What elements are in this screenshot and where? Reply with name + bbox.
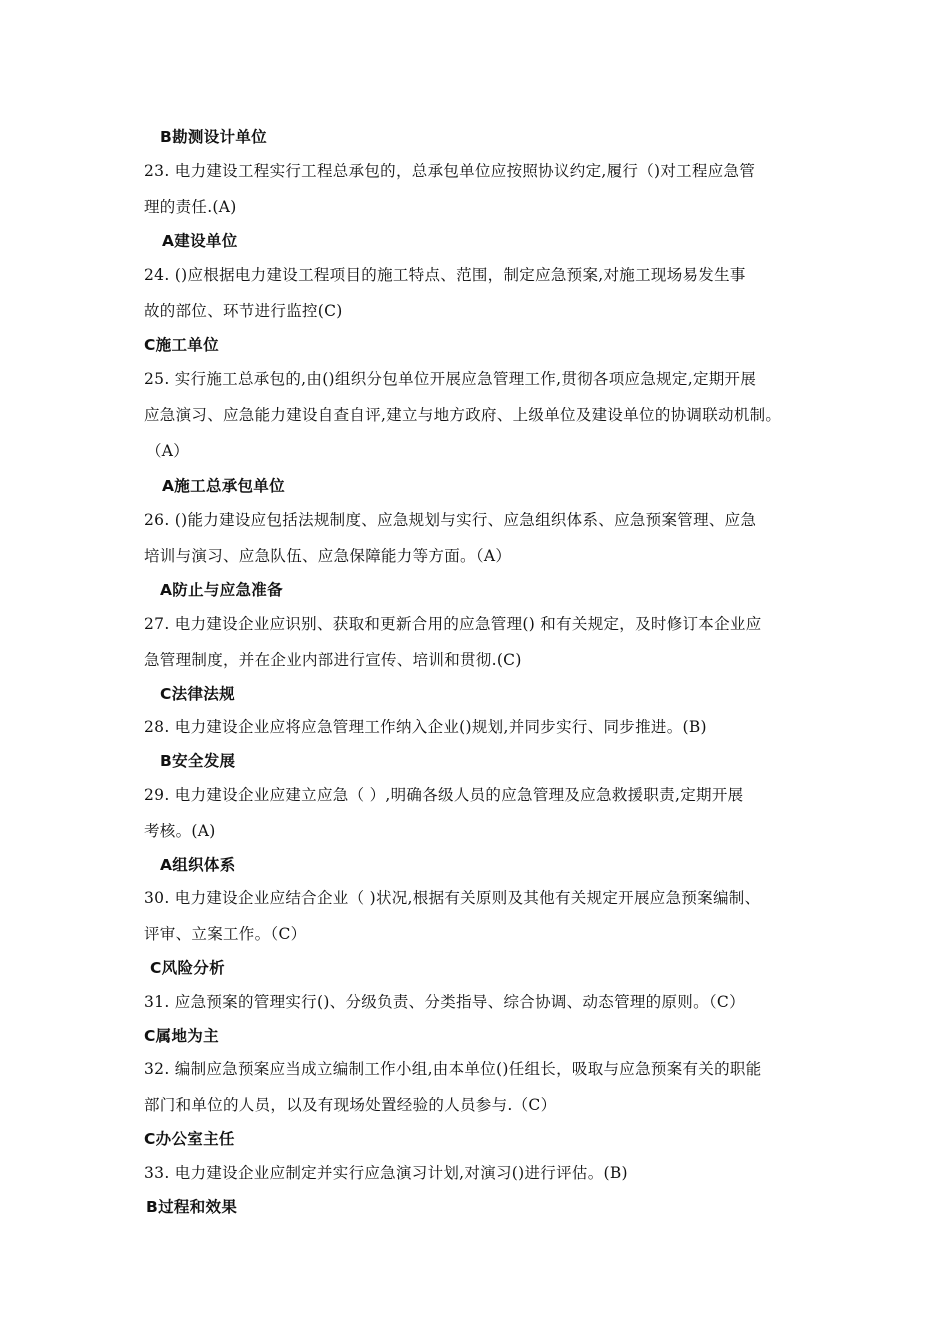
- question-32-line-1: 32. 编制应急预案应当成立编制工作小组,由本单位()任组长，吸取与应急预案有关的职能: [144, 1060, 762, 1078]
- question-30-line-1: 30. 电力建设企业应结合企业（ )状况,根据有关原则及其他有关规定开展应急预案编制、: [144, 889, 761, 907]
- question-28-line-1: 28. 电力建设企业应将应急管理工作纳入企业()规划,并同步实行、同步推进。(B): [144, 718, 707, 736]
- question-33-line-1: 33. 电力建设企业应制定并实行应急演习计划,对演习()进行评估。(B): [144, 1164, 628, 1182]
- answer-31: C属地为主: [144, 1027, 219, 1045]
- question-26-line-2: 培训与演习、应急队伍、应急保障能力等方面。（A）: [144, 547, 512, 565]
- question-29-line-2: 考核。(A): [144, 822, 216, 840]
- question-25-line-2: 应急演习、应急能力建设自查自评,建立与地方政府、上级单位及建设单位的协调联动机制。: [144, 406, 782, 424]
- answer-22: B勘测设计单位: [160, 128, 267, 146]
- answer-24: C施工单位: [144, 336, 219, 354]
- question-31-line-1: 31. 应急预案的管理实行()、分级负责、分类指导、综合协调、动态管理的原则。（C）: [144, 993, 745, 1011]
- question-24-line-1: 24. ()应根据电力建设工程项目的施工特点、范围，制定应急预案,对施工现场易发生事: [144, 266, 746, 284]
- answer-26: A防止与应急准备: [160, 581, 283, 599]
- answer-23: A建设单位: [162, 232, 238, 250]
- question-23-line-2: 理的责任.(A): [144, 198, 237, 216]
- answer-32: C办公室主任: [144, 1130, 235, 1148]
- question-23-line-1: 23. 电力建设工程实行工程总承包的，总承包单位应按照协议约定,履行（)对工程应急管: [144, 162, 756, 180]
- question-26-line-1: 26. ()能力建设应包括法规制度、应急规划与实行、应急组织体系、应急预案管理、应急: [144, 511, 757, 529]
- answer-27: C法律法规: [160, 685, 235, 703]
- question-30-line-2: 评审、立案工作。（C）: [144, 925, 307, 943]
- answer-29: A组织体系: [160, 856, 236, 874]
- question-32-line-2: 部门和单位的人员，以及有现场处置经验的人员参与.（C）: [144, 1096, 557, 1114]
- question-27-line-1: 27. 电力建设企业应识别、获取和更新合用的应急管理() 和有关规定，及时修订本企业应: [144, 615, 762, 633]
- question-24-line-2: 故的部位、环节进行监控(C): [144, 302, 343, 320]
- question-27-line-2: 急管理制度，并在企业内部进行宣传、培训和贯彻.(C): [144, 651, 522, 669]
- question-25-line-1: 25. 实行施工总承包的,由()组织分包单位开展应急管理工作,贯彻各项应急规定,定期开展: [144, 370, 757, 388]
- answer-30: C风险分析: [150, 959, 225, 977]
- question-29-line-1: 29. 电力建设企业应建立应急（ ）,明确各级人员的应急管理及应急救援职责,定期开展: [144, 786, 744, 804]
- question-25-line-3: （A）: [146, 442, 190, 460]
- answer-33: B过程和效果: [146, 1198, 238, 1216]
- answer-28: B安全发展: [160, 752, 236, 770]
- answer-25: A施工总承包单位: [162, 477, 285, 495]
